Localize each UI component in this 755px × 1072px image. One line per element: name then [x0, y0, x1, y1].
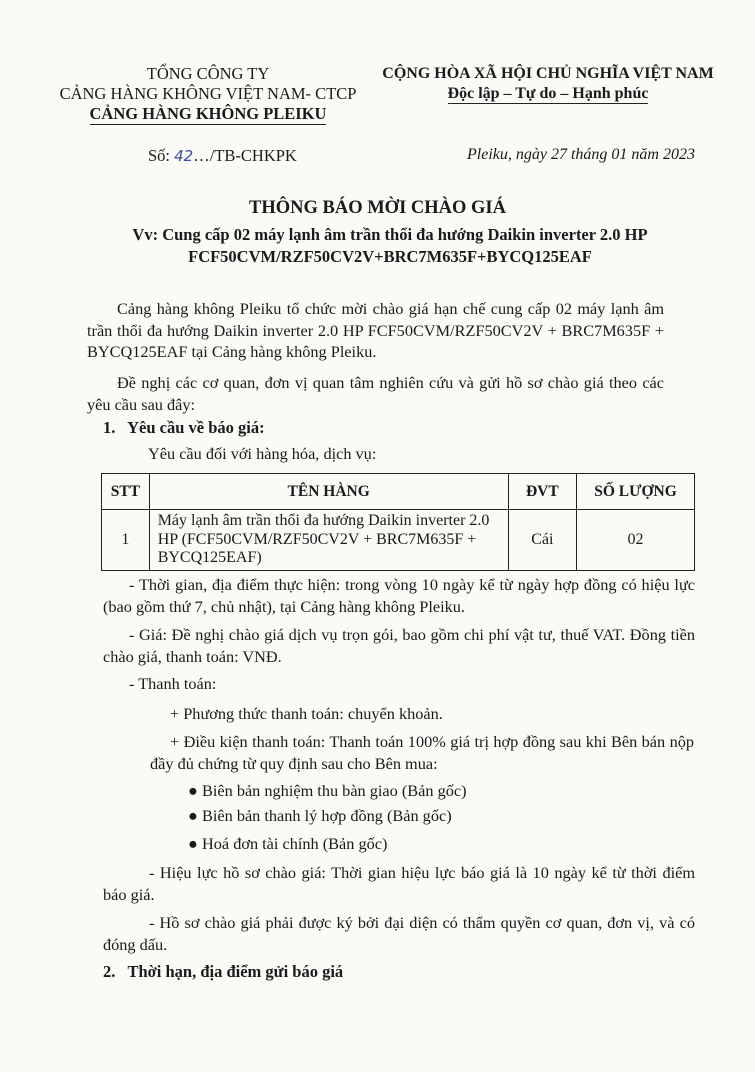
- subject-line-2: FCF50CVM/RZF50CV2V+BRC7M635F+BYCQ125EAF: [188, 247, 592, 266]
- column-header-quantity: SỐ LƯỢNG: [577, 474, 695, 510]
- cell-unit: Cái: [508, 510, 576, 571]
- term-validity: - Hiệu lực hồ sơ chào giá: Thời gian hiệu lực báo giá là 10 ngày kể từ thời điểm báo giá.: [103, 863, 695, 904]
- term-payment-method: + Phương thức thanh toán: chuyển khoản.: [170, 704, 443, 723]
- bullet-icon: ●: [188, 834, 198, 853]
- term-price: - Giá: Đề nghị chào giá dịch vụ trọn gói, bao gồm chi phí vật tư, thuế VAT. Đồng tiền chào giá, thanh toán: VNĐ.: [103, 625, 695, 666]
- cell-stt: 1: [102, 510, 150, 571]
- column-header-name: TÊN HÀNG: [149, 474, 508, 510]
- table-row: [102, 510, 695, 571]
- term-payment-heading: - Thanh toán:: [129, 674, 217, 693]
- list-item: [188, 834, 387, 854]
- issuer-parent: TỔNG CÔNG TY: [146, 64, 270, 83]
- section-1-heading: 1. Yêu cầu về báo giá:: [103, 418, 265, 437]
- country-name: CỘNG HÒA XÃ HỘI CHỦ NGHĨA VIỆT NAM: [382, 65, 714, 82]
- issuer-corporation: CẢNG HÀNG KHÔNG VIỆT NAM- CTCP: [59, 84, 357, 103]
- column-header-unit: ĐVT: [508, 474, 576, 510]
- term-time-place: - Thời gian, địa điểm thực hiện: trong vòng 10 ngày kể từ ngày hợp đồng có hiệu lực (bao gồm thứ 7, chủ nhật), tại Cảng hàng không Pleiku.: [103, 575, 695, 616]
- national-motto: [378, 84, 718, 104]
- document-item-label: Hoá đơn tài chính (Bản gốc): [202, 834, 388, 853]
- cell-quantity: 02: [577, 510, 695, 571]
- goods-table: [101, 473, 695, 571]
- subject-line-1: Vv: Cung cấp 02 máy lạnh âm trần thổi đa hướng Daikin inverter 2.0 HP: [132, 225, 648, 244]
- reference-number: [148, 146, 297, 166]
- section-2-heading: 2. Thời hạn, địa điểm gửi báo giá: [103, 962, 344, 981]
- issue-date: Pleiku, ngày 27 tháng 01 năm 2023: [467, 146, 695, 163]
- national-motto-block: [378, 64, 718, 104]
- cell-name: Máy lạnh âm trần thổi đa hướng Daikin inverter 2.0 HP (FCF50CVM/RZF50CV2V + BRC7M635F + BYCQ125EAF): [149, 510, 508, 571]
- reference-handwritten-number: 42: [174, 147, 194, 165]
- bullet-icon: ●: [188, 806, 198, 825]
- national-motto-text: Độc lập – Tự do – Hạnh phúc: [447, 85, 649, 102]
- bullet-icon: ●: [188, 781, 198, 800]
- document-subject: [90, 224, 690, 268]
- reference-prefix: Số:: [148, 146, 175, 165]
- list-item: [188, 806, 452, 826]
- list-item: [188, 781, 467, 801]
- intro-paragraph: Cảng hàng không Pleiku tổ chức mời chào giá hạn chế cung cấp 02 máy lạnh âm trần thổi đa hướng Daikin inverter 2.0 HP FCF50CVM/RZF50CV2V + BRC7M635F + BYCQ125EAF tại Cảng hàng không Pleiku.: [87, 299, 664, 361]
- column-header-stt: STT: [102, 474, 150, 510]
- table-header-row: [102, 474, 695, 510]
- reference-suffix: …/TB-CHKPK: [193, 146, 297, 165]
- section-1-intro: Yêu cầu đối với hàng hóa, dịch vụ:: [148, 444, 377, 463]
- term-payment-condition: + Điều kiện thanh toán: Thanh toán 100% giá trị hợp đồng sau khi Bên bán nộp đầy đủ chứng từ quy định sau cho Bên mua:: [150, 732, 694, 773]
- document-item-label: Biên bản thanh lý hợp đồng (Bản gốc): [202, 806, 452, 825]
- document-title: THÔNG BÁO MỜI CHÀO GIÁ: [249, 198, 506, 218]
- issuer-block: [58, 64, 358, 124]
- request-paragraph: Đề nghị các cơ quan, đơn vị quan tâm nghiên cứu và gửi hồ sơ chào giá theo các yêu cầu sau đây:: [87, 373, 664, 414]
- issuer-name: [58, 104, 358, 124]
- document-item-label: Biên bản nghiệm thu bàn giao (Bản gốc): [202, 781, 467, 800]
- term-signature: - Hồ sơ chào giá phải được ký bởi đại diện có thẩm quyền cơ quan, đơn vị, và có đóng dấu.: [103, 913, 695, 954]
- issuer-name-text: CẢNG HÀNG KHÔNG PLEIKU: [89, 104, 327, 123]
